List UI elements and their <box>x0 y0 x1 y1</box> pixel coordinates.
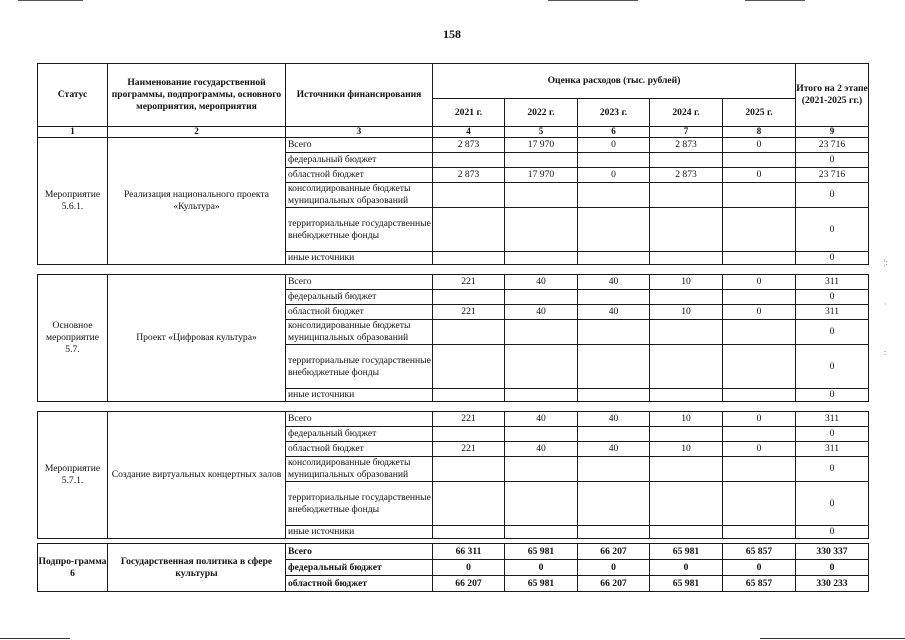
total-cell: 0 <box>795 344 869 389</box>
amount-cell <box>432 481 505 526</box>
total-cell: 311 <box>795 411 869 427</box>
amount-cell: 10 <box>649 411 723 427</box>
amount-cell <box>649 182 723 208</box>
amount-cell <box>577 152 650 168</box>
amount-cell: 0 <box>649 559 723 576</box>
amount-cell: 66 207 <box>577 575 650 592</box>
amount-cell <box>577 481 650 526</box>
amount-cell <box>577 525 650 539</box>
funding-source: иные источники <box>285 388 433 402</box>
funding-source: консолидированные бюджеты муниципальных образований <box>285 456 433 482</box>
amount-cell <box>577 182 650 208</box>
amount-cell: 40 <box>577 411 650 427</box>
amount-cell: 2 873 <box>649 167 723 183</box>
amount-cell: 0 <box>577 559 650 576</box>
amount-cell: 0 <box>722 167 796 183</box>
total-cell: 0 <box>795 182 869 208</box>
amount-cell: 65 981 <box>504 543 578 560</box>
funding-source: Всего <box>285 411 433 427</box>
amount-cell: 10 <box>649 304 723 320</box>
row-name: Реализация национального проекта «Культура» <box>107 137 286 265</box>
amount-cell <box>432 289 505 305</box>
total-cell: 0 <box>795 388 869 402</box>
amount-cell <box>432 456 505 482</box>
column-number: 7 <box>649 126 723 138</box>
column-number: 2 <box>107 126 286 138</box>
column-number: 3 <box>285 126 433 138</box>
header-year: 2025 г. <box>722 98 796 127</box>
amount-cell <box>649 456 723 482</box>
amount-cell <box>504 525 578 539</box>
amount-cell <box>649 426 723 442</box>
amount-cell: 0 <box>722 441 796 457</box>
total-cell: 0 <box>795 251 869 265</box>
amount-cell: 0 <box>504 559 578 576</box>
amount-cell <box>722 152 796 168</box>
amount-cell <box>577 388 650 402</box>
amount-cell <box>649 152 723 168</box>
total-cell: 0 <box>795 525 869 539</box>
amount-cell <box>722 289 796 305</box>
amount-cell: 40 <box>504 274 578 290</box>
amount-cell: 65 981 <box>649 543 723 560</box>
amount-cell <box>577 344 650 389</box>
row-status: Основное мероприятие 5.7. <box>37 274 108 402</box>
amount-cell <box>722 481 796 526</box>
amount-cell <box>577 319 650 345</box>
row-name: Государственная политика в сфере культуры <box>107 543 286 592</box>
amount-cell <box>432 251 505 265</box>
column-number: 5 <box>504 126 578 138</box>
total-cell: 330 337 <box>795 543 869 560</box>
total-cell: 0 <box>795 289 869 305</box>
page-number: 158 <box>443 27 461 41</box>
row-status: Мероприятие 5.6.1. <box>37 137 108 265</box>
funding-source: областной бюджет <box>285 575 433 592</box>
amount-cell: 0 <box>577 167 650 183</box>
funding-source: Всего <box>285 274 433 290</box>
amount-cell <box>649 481 723 526</box>
amount-cell <box>649 388 723 402</box>
amount-cell <box>649 251 723 265</box>
amount-cell <box>577 251 650 265</box>
total-cell: 330 233 <box>795 575 869 592</box>
funding-source: федеральный бюджет <box>285 152 433 168</box>
amount-cell <box>649 319 723 345</box>
amount-cell: 0 <box>722 411 796 427</box>
funding-source: территориальные государственные внебюджетные фонды <box>285 481 433 526</box>
amount-cell <box>504 207 578 252</box>
amount-cell: 40 <box>504 304 578 320</box>
amount-cell <box>432 388 505 402</box>
header-year: 2024 г. <box>649 98 723 127</box>
amount-cell <box>649 289 723 305</box>
amount-cell <box>504 319 578 345</box>
total-cell: 0 <box>795 481 869 526</box>
amount-cell: 10 <box>649 274 723 290</box>
amount-cell: 0 <box>722 559 796 576</box>
funding-source: консолидированные бюджеты муниципальных образований <box>285 182 433 208</box>
amount-cell <box>649 344 723 389</box>
total-cell: 0 <box>795 426 869 442</box>
amount-cell <box>432 152 505 168</box>
funding-source: иные источники <box>285 525 433 539</box>
funding-source: иные источники <box>285 251 433 265</box>
amount-cell: 40 <box>577 441 650 457</box>
funding-source: областной бюджет <box>285 167 433 183</box>
amount-cell: 40 <box>504 441 578 457</box>
amount-cell: 10 <box>649 441 723 457</box>
amount-cell: 2 873 <box>432 167 505 183</box>
amount-cell <box>504 388 578 402</box>
amount-cell: 65 857 <box>722 575 796 592</box>
header-year: 2023 г. <box>577 98 650 127</box>
funding-source: Всего <box>285 137 433 153</box>
amount-cell: 0 <box>722 137 796 153</box>
amount-cell <box>722 525 796 539</box>
header-year: 2022 г. <box>504 98 578 127</box>
amount-cell: 17 970 <box>504 167 578 183</box>
amount-cell <box>577 289 650 305</box>
scan-artifact: · <box>884 300 887 309</box>
header-year: 2021 г. <box>432 98 505 127</box>
amount-cell <box>722 319 796 345</box>
amount-cell <box>577 456 650 482</box>
amount-cell: 40 <box>504 411 578 427</box>
amount-cell <box>432 182 505 208</box>
amount-cell: 221 <box>432 274 505 290</box>
amount-cell <box>649 207 723 252</box>
total-cell: 23 716 <box>795 137 869 153</box>
total-cell: 0 <box>795 152 869 168</box>
amount-cell <box>649 525 723 539</box>
amount-cell <box>722 456 796 482</box>
amount-cell: 40 <box>577 274 650 290</box>
amount-cell <box>577 207 650 252</box>
amount-cell: 221 <box>432 304 505 320</box>
total-cell: 0 <box>795 559 869 576</box>
row-name: Создание виртуальных концертных залов <box>107 411 286 539</box>
total-cell: 0 <box>795 319 869 345</box>
amount-cell <box>432 426 505 442</box>
amount-cell: 2 873 <box>649 137 723 153</box>
amount-cell <box>722 182 796 208</box>
funding-source: федеральный бюджет <box>285 426 433 442</box>
total-cell: 23 716 <box>795 167 869 183</box>
amount-cell: 65 981 <box>504 575 578 592</box>
total-cell: 311 <box>795 441 869 457</box>
amount-cell <box>432 319 505 345</box>
amount-cell <box>504 344 578 389</box>
amount-cell: 0 <box>577 137 650 153</box>
header-total: Итого на 2 этапе (2021-2025 гг.) <box>795 63 869 127</box>
amount-cell <box>504 456 578 482</box>
amount-cell <box>722 426 796 442</box>
column-number: 9 <box>795 126 869 138</box>
funding-source: областной бюджет <box>285 304 433 320</box>
funding-source: областной бюджет <box>285 441 433 457</box>
scan-artifact: : <box>884 348 887 357</box>
amount-cell: 40 <box>577 304 650 320</box>
amount-cell <box>504 251 578 265</box>
funding-source: Всего <box>285 543 433 560</box>
header-estimate: Оценка расходов (тыс. рублей) <box>432 63 796 99</box>
amount-cell <box>504 152 578 168</box>
column-number: 6 <box>577 126 650 138</box>
scan-artifact: ¦: <box>884 258 888 267</box>
amount-cell <box>432 207 505 252</box>
total-cell: 311 <box>795 274 869 290</box>
column-number: 8 <box>722 126 796 138</box>
amount-cell: 66 207 <box>577 543 650 560</box>
amount-cell: 66 207 <box>432 575 505 592</box>
funding-source: федеральный бюджет <box>285 289 433 305</box>
amount-cell: 65 857 <box>722 543 796 560</box>
row-name: Проект «Цифровая культура» <box>107 274 286 402</box>
funding-source: территориальные государственные внебюджетные фонды <box>285 207 433 252</box>
total-cell: 0 <box>795 207 869 252</box>
total-cell: 0 <box>795 456 869 482</box>
row-status: Подпро-грамма 6 <box>37 543 108 592</box>
amount-cell: 0 <box>432 559 505 576</box>
amount-cell <box>577 426 650 442</box>
row-status: Мероприятие 5.7.1. <box>37 411 108 539</box>
amount-cell: 65 981 <box>649 575 723 592</box>
amount-cell <box>504 182 578 208</box>
amount-cell <box>722 344 796 389</box>
amount-cell: 2 873 <box>432 137 505 153</box>
funding-source: федеральный бюджет <box>285 559 433 576</box>
column-number: 4 <box>432 126 505 138</box>
amount-cell <box>722 251 796 265</box>
amount-cell: 66 311 <box>432 543 505 560</box>
header-sources: Источники финансирования <box>285 63 433 127</box>
amount-cell: 0 <box>722 304 796 320</box>
amount-cell <box>432 344 505 389</box>
funding-source: территориальные государственные внебюджетные фонды <box>285 344 433 389</box>
amount-cell: 17 970 <box>504 137 578 153</box>
funding-source: консолидированные бюджеты муниципальных образований <box>285 319 433 345</box>
amount-cell: 221 <box>432 441 505 457</box>
amount-cell <box>504 289 578 305</box>
amount-cell: 0 <box>722 274 796 290</box>
header-name: Наименование государственной программы, подпрограммы, основного мероприятия, мероприятия <box>107 63 286 127</box>
amount-cell <box>432 525 505 539</box>
amount-cell <box>722 388 796 402</box>
amount-cell <box>722 207 796 252</box>
header-status: Статус <box>37 63 108 127</box>
amount-cell <box>504 426 578 442</box>
amount-cell: 221 <box>432 411 505 427</box>
total-cell: 311 <box>795 304 869 320</box>
column-number: 1 <box>37 126 108 138</box>
amount-cell <box>504 481 578 526</box>
